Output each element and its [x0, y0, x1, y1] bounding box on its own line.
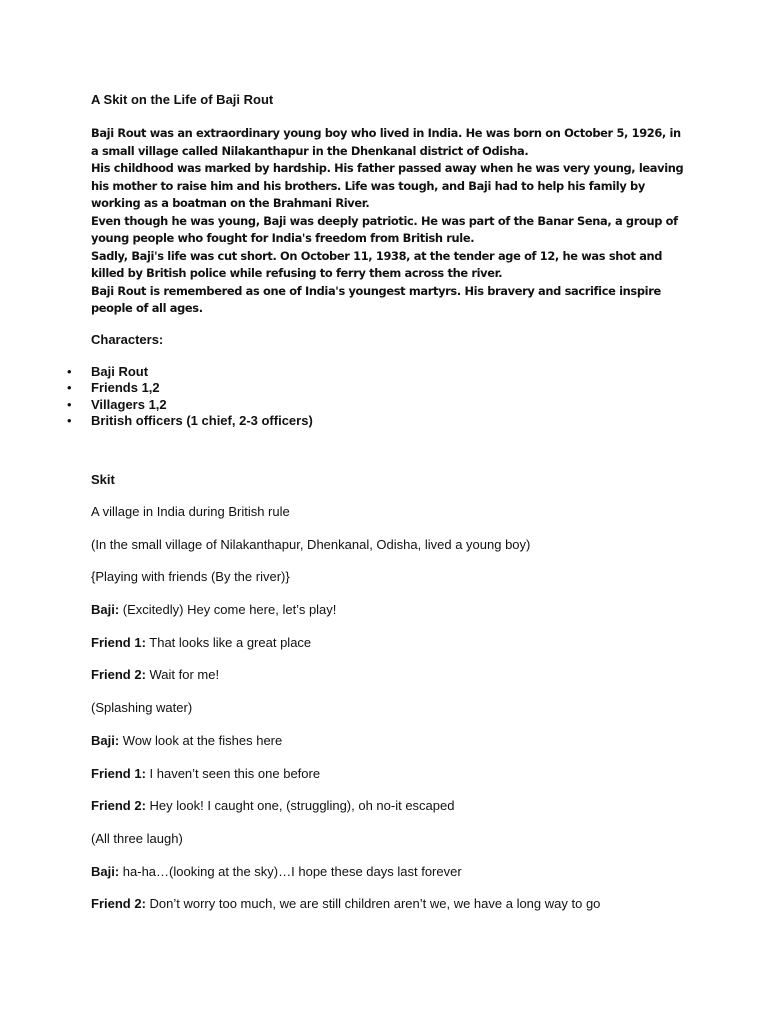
skit-line: [91, 766, 731, 799]
skit-line: [91, 569, 731, 602]
intro-paragraph: Even though he was young, Baji was deeply patriotic. He was part of the Banar Sena, a group of young people who fought for India's freedom from British rule.: [91, 213, 678, 245]
speaker-name: Friend 2:: [91, 896, 146, 912]
speaker-name: Friend 2:: [91, 667, 146, 683]
list-item: [67, 364, 313, 380]
line-text: (In the small village of Nilakanthapur, Dhenkanal, Odisha, lived a young boy): [91, 536, 531, 552]
characters-list: [67, 364, 313, 429]
skit-line: [91, 864, 731, 897]
skit-line: [91, 700, 731, 733]
skit-lines: [91, 504, 731, 929]
character-name: Villagers 1,2: [91, 396, 167, 412]
bullet-icon: •: [67, 380, 72, 396]
skit-line: [91, 831, 731, 864]
character-name: Friends 1,2: [91, 380, 160, 396]
bullet-icon: •: [67, 396, 72, 412]
line-text: (Splashing water): [91, 700, 193, 716]
line-text: (Excitedly) Hey come here, let’s play!: [119, 602, 337, 618]
list-item: [67, 412, 313, 429]
character-name: Baji Rout: [91, 364, 149, 379]
line-text: Don’t worry too much, we are still children aren’t we, we have a long way to go: [145, 896, 601, 912]
line-text: I haven’t seen this one before: [145, 765, 321, 781]
skit-line: [91, 635, 731, 668]
skit-heading: Skit: [91, 472, 115, 487]
speaker-name: Friend 2:: [91, 798, 146, 814]
bullet-icon: •: [67, 364, 72, 379]
line-text: Wow look at the fishes here: [119, 732, 283, 748]
line-text: {Playing with friends (By the river)}: [91, 569, 290, 585]
line-text: That looks like a great place: [145, 634, 312, 650]
list-item: [67, 396, 313, 413]
intro-paragraph: Baji Rout is remembered as one of India's youngest martyrs. His bravery and sacrifice inspire people of all ages.: [91, 283, 661, 315]
intro-paragraphs: [91, 125, 691, 318]
bullet-icon: •: [67, 412, 72, 428]
skit-line: [91, 798, 731, 831]
characters-heading: Characters:: [91, 332, 164, 347]
skit-line: [91, 602, 731, 635]
skit-line: [91, 537, 731, 570]
line-text: A village in India during British rule: [91, 504, 290, 519]
list-item: [67, 380, 313, 396]
character-name: British officers (1 chief, 2-3 officers): [91, 412, 313, 428]
intro-paragraph: His childhood was marked by hardship. His father passed away when he was very young, leaving his mother to raise him and his brothers. Life was tough, and Baji had to help his family by working as a boatman on the Brahmani River.: [91, 161, 684, 210]
line-text: (All three laugh): [91, 830, 183, 846]
speaker-name: Friend 1:: [91, 765, 146, 781]
line-text: Hey look! I caught one, (struggling), oh no-it escaped: [145, 798, 455, 814]
line-text: Wait for me!: [145, 667, 220, 683]
line-text: ha-ha…(looking at the sky)…I hope these days last forever: [119, 863, 462, 879]
skit-line: [91, 504, 731, 537]
speaker-name: Baji:: [91, 863, 120, 879]
speaker-name: Baji:: [91, 732, 120, 748]
speaker-name: Baji:: [91, 602, 120, 618]
speaker-name: Friend 1:: [91, 634, 146, 650]
skit-line: [91, 896, 731, 929]
skit-line: [91, 667, 731, 700]
skit-line: [91, 733, 731, 766]
intro-paragraph: Baji Rout was an extraordinary young boy who lived in India. He was born on October 5, 1926, in a small village called Nilakanthapur in the Dhenkanal district of Odisha.: [91, 126, 681, 158]
page-title: A Skit on the Life of Baji Rout: [91, 92, 274, 107]
intro-paragraph: Sadly, Baji's life was cut short. On October 11, 1938, at the tender age of 12, he was shot and killed by British police while refusing to ferry them across the river.: [91, 248, 663, 280]
